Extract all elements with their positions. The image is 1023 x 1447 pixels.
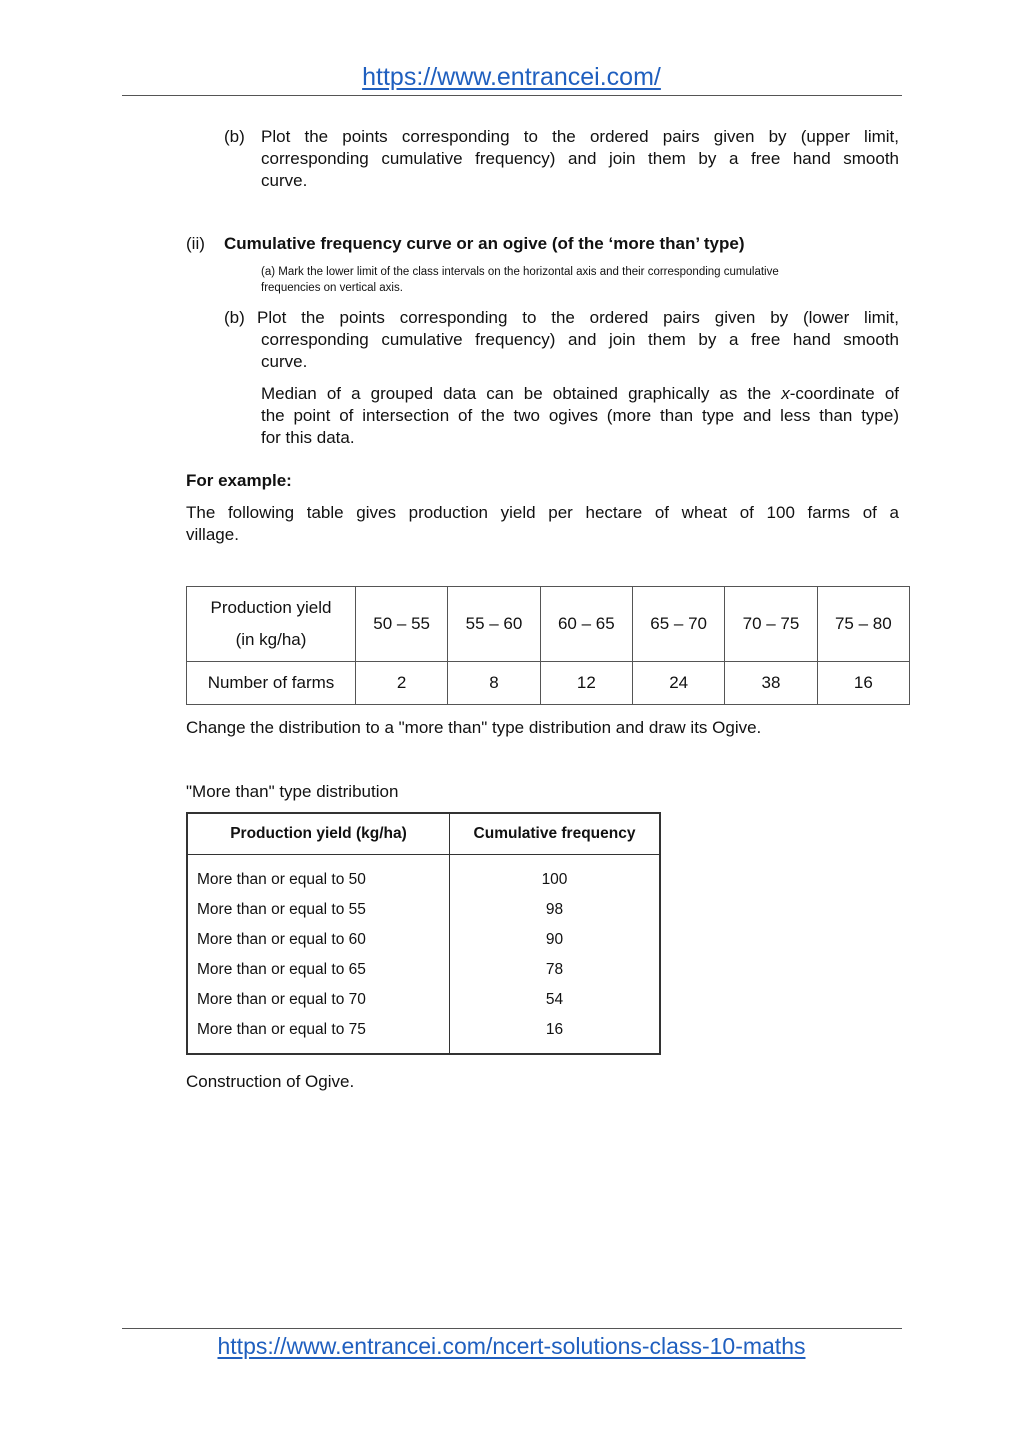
table2-row-value: 78 <box>450 955 661 985</box>
table2-row-value: 98 <box>450 895 661 925</box>
instruction-text: Change the distribution to a "more than" type distribution and draw its Ogive. <box>186 718 762 737</box>
item-ii-sub-a-line1: (a) Mark the lower limit of the class intervals on the horizontal axis and their corresponding cumulative <box>261 266 779 278</box>
header-url-link[interactable]: https://www.entrancei.com/ <box>362 63 661 91</box>
table1-header-row <box>187 587 910 662</box>
table2-row-label: More than or equal to 55 <box>187 895 450 925</box>
table-row <box>187 1015 660 1054</box>
table1-interval: 50 – 55 <box>356 587 448 662</box>
item-ii-sub-a <box>261 264 901 296</box>
median-line1-x: x <box>781 384 790 403</box>
item-b1-line3: curve. <box>261 171 308 190</box>
example-intro <box>186 502 899 546</box>
table2-row-value: 54 <box>450 985 661 1015</box>
item-b1-label: (b) <box>224 127 245 146</box>
table1-farm-count: 16 <box>817 662 909 705</box>
item-ii-title: Cumulative frequency curve or an ogive (of the ‘more than’ type) <box>224 234 745 253</box>
table1-farms-row <box>187 662 910 705</box>
example-heading: For example: <box>186 471 292 490</box>
table1-header-line1: Production yield <box>210 598 332 617</box>
median-line1 <box>261 383 899 405</box>
table2-row-label: More than or equal to 65 <box>187 955 450 985</box>
table1-farm-count: 8 <box>448 662 540 705</box>
table-row <box>187 925 660 955</box>
item-ii-sub-b-line3: curve. <box>261 352 308 371</box>
table-row <box>187 895 660 925</box>
item-ii-sub-b-line2: corresponding cumulative frequency) and join them by a free hand smooth <box>261 330 899 349</box>
item-b1-text <box>261 126 899 192</box>
table2-row-value: 90 <box>450 925 661 955</box>
footer-url-link[interactable]: https://www.entrancei.com/ncert-solutions-class-10-maths <box>217 1333 806 1359</box>
example-intro-line2: village. <box>186 525 239 544</box>
table2-row-label: More than or equal to 70 <box>187 985 450 1015</box>
header-divider <box>122 95 902 96</box>
table1-row-label: Number of farms <box>187 662 356 705</box>
table2-header-row <box>187 813 660 855</box>
table-row <box>187 855 660 896</box>
median-line2: the point of intersection of the two ogives (more than type and less than type) <box>261 406 899 425</box>
item-b1-line1: Plot the points corresponding to the ordered pairs given by (upper limit, <box>261 127 899 146</box>
item-ii-sub-a-line2: frequencies on vertical axis. <box>261 282 403 294</box>
item-ii-sub-b-line1: Plot the points corresponding to the ordered pairs given by (lower limit, <box>257 308 899 327</box>
table2-row-value: 100 <box>450 855 661 896</box>
table1-interval: 55 – 60 <box>448 587 540 662</box>
closing-text: Construction of Ogive. <box>186 1072 355 1091</box>
table-row <box>187 985 660 1015</box>
table1-interval: 70 – 75 <box>725 587 817 662</box>
item-ii-sub-b-text <box>257 307 899 373</box>
table1-interval: 75 – 80 <box>817 587 909 662</box>
item-ii-label: (ii) <box>186 234 205 253</box>
table2-row-value: 16 <box>450 1015 661 1054</box>
more-than-distribution-table <box>186 812 661 1055</box>
example-intro-line1: The following table gives production yield per hectare of wheat of 100 farms of a <box>186 503 899 522</box>
table1-farm-count: 24 <box>632 662 724 705</box>
table1-farm-count: 12 <box>540 662 632 705</box>
table1-header-line2: (in kg/ha) <box>235 630 307 649</box>
median-paragraph <box>261 383 899 449</box>
table2-row-label: More than or equal to 75 <box>187 1015 450 1054</box>
median-line1-b: -coordinate of <box>789 384 899 403</box>
median-line3: for this data. <box>261 428 355 447</box>
table1-farm-count: 38 <box>725 662 817 705</box>
table1-interval: 60 – 65 <box>540 587 632 662</box>
table2-caption: "More than" type distribution <box>186 782 399 801</box>
table-row <box>187 955 660 985</box>
table2-row-label: More than or equal to 60 <box>187 925 450 955</box>
footer-divider <box>122 1328 902 1329</box>
table2-row-label: More than or equal to 50 <box>187 855 450 896</box>
table1-header-cell <box>187 587 356 662</box>
table1-farm-count: 2 <box>356 662 448 705</box>
production-yield-table <box>186 586 910 705</box>
item-b1-line2: corresponding cumulative frequency) and join them by a free hand smooth <box>261 149 899 168</box>
item-ii-sub-b-label: (b) <box>224 308 245 327</box>
table2-col1-header: Production yield (kg/ha) <box>187 813 450 855</box>
table2-col2-header: Cumulative frequency <box>450 813 661 855</box>
table1-interval: 65 – 70 <box>632 587 724 662</box>
median-line1-a: Median of a grouped data can be obtained graphically as the <box>261 384 782 403</box>
